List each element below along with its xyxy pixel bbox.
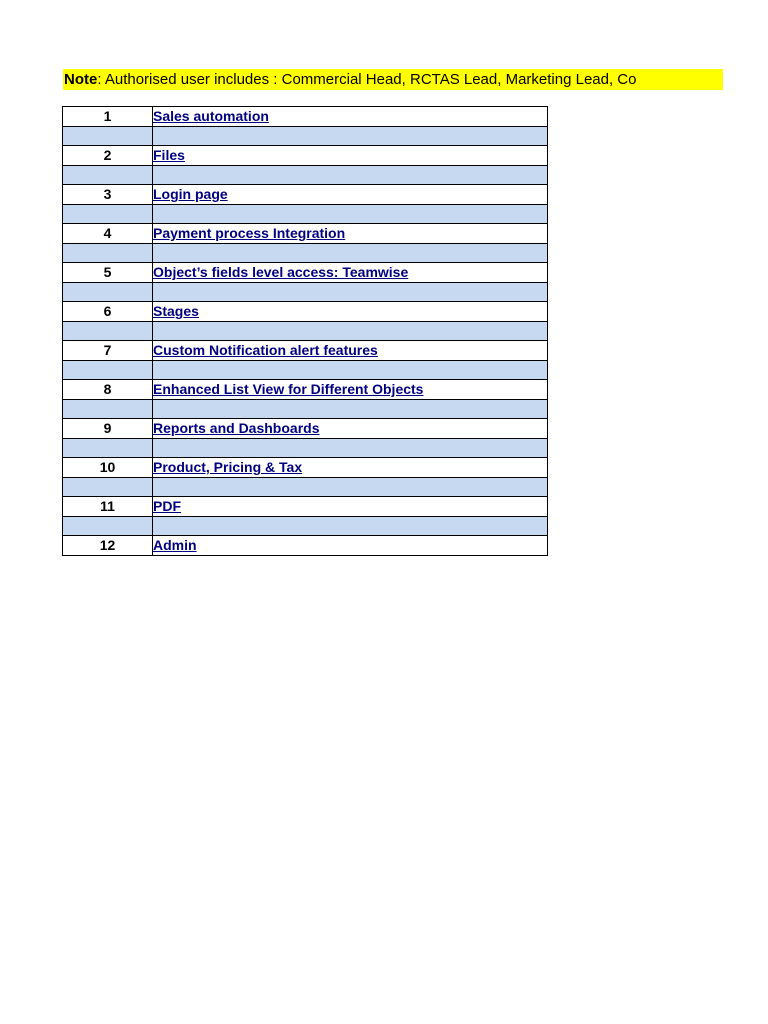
item-link-admin[interactable]: Admin bbox=[153, 537, 197, 553]
item-cell bbox=[153, 458, 548, 478]
table-row bbox=[63, 536, 548, 556]
item-number: 10 bbox=[63, 458, 153, 478]
note-text-container bbox=[63, 69, 636, 90]
note-label: Note bbox=[64, 71, 98, 88]
item-number: 8 bbox=[63, 380, 153, 400]
table-row bbox=[63, 185, 548, 205]
item-link-enhanced-list-view[interactable]: Enhanced List View for Different Objects bbox=[153, 381, 424, 397]
item-link-reports-dashboards[interactable]: Reports and Dashboards bbox=[153, 420, 320, 436]
item-cell bbox=[153, 185, 548, 205]
item-cell bbox=[153, 419, 548, 439]
spacer-row bbox=[63, 400, 548, 419]
item-link-sales-automation[interactable]: Sales automation bbox=[153, 108, 269, 124]
table-row bbox=[63, 497, 548, 517]
item-cell bbox=[153, 380, 548, 400]
table-row bbox=[63, 380, 548, 400]
item-link-product-pricing-tax[interactable]: Product, Pricing & Tax bbox=[153, 459, 303, 475]
item-cell bbox=[153, 263, 548, 283]
item-cell bbox=[153, 536, 548, 556]
spacer-row bbox=[63, 244, 548, 263]
item-cell bbox=[153, 107, 548, 127]
item-link-notification-alerts[interactable]: Custom Notification alert features bbox=[153, 342, 378, 358]
item-cell bbox=[153, 341, 548, 361]
table-row bbox=[63, 107, 548, 127]
spacer-row bbox=[63, 166, 548, 185]
item-link-payment-process[interactable]: Payment process Integration bbox=[153, 225, 346, 241]
spacer-row bbox=[63, 283, 548, 302]
item-link-files[interactable]: Files bbox=[153, 147, 185, 163]
item-number: 1 bbox=[63, 107, 153, 127]
item-number: 2 bbox=[63, 146, 153, 166]
item-cell bbox=[153, 146, 548, 166]
item-number: 6 bbox=[63, 302, 153, 322]
item-number: 7 bbox=[63, 341, 153, 361]
item-link-stages[interactable]: Stages bbox=[153, 303, 199, 319]
table-row bbox=[63, 458, 548, 478]
table-row bbox=[63, 419, 548, 439]
table-row bbox=[63, 146, 548, 166]
item-number: 3 bbox=[63, 185, 153, 205]
note-banner bbox=[63, 69, 723, 90]
item-number: 9 bbox=[63, 419, 153, 439]
spacer-row bbox=[63, 478, 548, 497]
spacer-row bbox=[63, 517, 548, 536]
spacer-row bbox=[63, 205, 548, 224]
item-number: 5 bbox=[63, 263, 153, 283]
table-row bbox=[63, 341, 548, 361]
spacer-row bbox=[63, 127, 548, 146]
item-link-login-page[interactable]: Login page bbox=[153, 186, 228, 202]
item-cell bbox=[153, 302, 548, 322]
table-row bbox=[63, 224, 548, 244]
spacer-row bbox=[63, 322, 548, 341]
item-number: 12 bbox=[63, 536, 153, 556]
table-row bbox=[63, 302, 548, 322]
spacer-row bbox=[63, 439, 548, 458]
item-number: 4 bbox=[63, 224, 153, 244]
item-cell bbox=[153, 224, 548, 244]
index-table bbox=[62, 106, 548, 556]
item-link-pdf[interactable]: PDF bbox=[153, 498, 181, 514]
item-number: 11 bbox=[63, 497, 153, 517]
table-row bbox=[63, 263, 548, 283]
item-link-field-access[interactable]: Object’s fields level access: Teamwise bbox=[153, 264, 409, 280]
note-text: : Authorised user includes : Commercial Head, RCTAS Lead, Marketing Lead, Co bbox=[97, 71, 636, 88]
item-cell bbox=[153, 497, 548, 517]
spacer-row bbox=[63, 361, 548, 380]
